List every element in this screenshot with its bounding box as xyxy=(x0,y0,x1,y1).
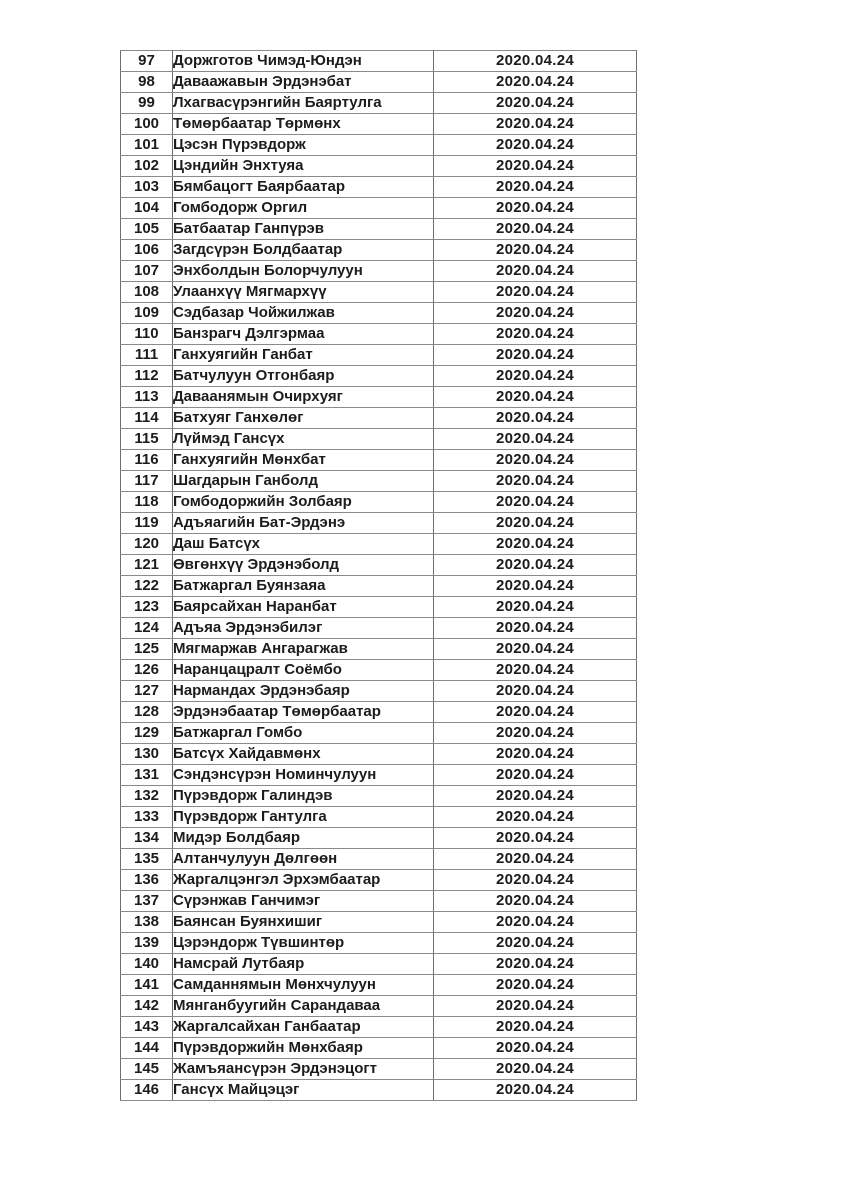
row-number-cell: 138 xyxy=(121,912,173,933)
name-cell: Баянсан Буянхишиг xyxy=(173,912,434,933)
date-cell: 2020.04.24 xyxy=(434,849,637,870)
date-cell: 2020.04.24 xyxy=(434,471,637,492)
table-row xyxy=(121,177,637,198)
date-cell: 2020.04.24 xyxy=(434,1038,637,1059)
row-number-cell: 131 xyxy=(121,765,173,786)
date-cell: 2020.04.24 xyxy=(434,492,637,513)
date-cell: 2020.04.24 xyxy=(434,744,637,765)
row-number-cell: 112 xyxy=(121,366,173,387)
name-cell: Лүймэд Гансүх xyxy=(173,429,434,450)
table-row xyxy=(121,618,637,639)
date-cell: 2020.04.24 xyxy=(434,555,637,576)
name-cell: Лхагвасүрэнгийн Баяртулга xyxy=(173,93,434,114)
row-number-cell: 100 xyxy=(121,114,173,135)
table-row xyxy=(121,744,637,765)
table-row xyxy=(121,72,637,93)
table-row xyxy=(121,1017,637,1038)
row-number-cell: 116 xyxy=(121,450,173,471)
row-number-cell: 107 xyxy=(121,261,173,282)
date-cell: 2020.04.24 xyxy=(434,807,637,828)
date-cell: 2020.04.24 xyxy=(434,639,637,660)
table-row xyxy=(121,513,637,534)
name-cell: Жаргалцэнгэл Эрхэмбаатар xyxy=(173,870,434,891)
date-cell: 2020.04.24 xyxy=(434,450,637,471)
name-cell: Эрдэнэбаатар Төмөрбаатар xyxy=(173,702,434,723)
row-number-cell: 123 xyxy=(121,597,173,618)
date-cell: 2020.04.24 xyxy=(434,324,637,345)
name-cell: Батбаатар Ганпүрэв xyxy=(173,219,434,240)
row-number-cell: 101 xyxy=(121,135,173,156)
table-row xyxy=(121,261,637,282)
name-cell: Банзрагч Дэлгэрмаа xyxy=(173,324,434,345)
date-cell: 2020.04.24 xyxy=(434,261,637,282)
date-cell: 2020.04.24 xyxy=(434,1059,637,1080)
row-number-cell: 134 xyxy=(121,828,173,849)
row-number-cell: 126 xyxy=(121,660,173,681)
name-cell: Намсрай Лутбаяр xyxy=(173,954,434,975)
date-cell: 2020.04.24 xyxy=(434,1017,637,1038)
name-cell: Ганхуягийн Ганбат xyxy=(173,345,434,366)
table-row xyxy=(121,576,637,597)
row-number-cell: 132 xyxy=(121,786,173,807)
name-cell: Цэсэн Пүрэвдорж xyxy=(173,135,434,156)
table-row xyxy=(121,681,637,702)
name-cell: Пүрэвдорж Гантулга xyxy=(173,807,434,828)
date-cell: 2020.04.24 xyxy=(434,1080,637,1101)
table-row xyxy=(121,702,637,723)
table-row xyxy=(121,786,637,807)
name-cell: Мягмаржав Ангарагжав xyxy=(173,639,434,660)
table-row xyxy=(121,135,637,156)
name-cell: Энхболдын Болорчулуун xyxy=(173,261,434,282)
table-row xyxy=(121,93,637,114)
date-cell: 2020.04.24 xyxy=(434,72,637,93)
table-row xyxy=(121,1038,637,1059)
name-cell: Өвгөнхүү Эрдэнэболд xyxy=(173,555,434,576)
date-cell: 2020.04.24 xyxy=(434,366,637,387)
row-number-cell: 128 xyxy=(121,702,173,723)
name-cell: Улаанхүү Мягмархүү xyxy=(173,282,434,303)
date-cell: 2020.04.24 xyxy=(434,723,637,744)
table-row xyxy=(121,849,637,870)
table-row xyxy=(121,891,637,912)
name-cell: Нармандах Эрдэнэбаяр xyxy=(173,681,434,702)
table-row xyxy=(121,723,637,744)
table-row xyxy=(121,450,637,471)
date-cell: 2020.04.24 xyxy=(434,534,637,555)
date-cell: 2020.04.24 xyxy=(434,135,637,156)
row-number-cell: 120 xyxy=(121,534,173,555)
table-row xyxy=(121,660,637,681)
name-cell: Пүрэвдорж Галиндэв xyxy=(173,786,434,807)
table-row xyxy=(121,366,637,387)
row-number-cell: 121 xyxy=(121,555,173,576)
row-number-cell: 118 xyxy=(121,492,173,513)
date-cell: 2020.04.24 xyxy=(434,870,637,891)
name-cell: Цэндийн Энхтуяа xyxy=(173,156,434,177)
row-number-cell: 103 xyxy=(121,177,173,198)
date-cell: 2020.04.24 xyxy=(434,408,637,429)
name-cell: Сүрэнжав Ганчимэг xyxy=(173,891,434,912)
date-cell: 2020.04.24 xyxy=(434,786,637,807)
name-cell: Батжаргал Гомбо xyxy=(173,723,434,744)
table-row xyxy=(121,387,637,408)
name-cell: Батчулуун Отгонбаяр xyxy=(173,366,434,387)
table-row xyxy=(121,555,637,576)
date-cell: 2020.04.24 xyxy=(434,156,637,177)
date-cell: 2020.04.24 xyxy=(434,828,637,849)
date-cell: 2020.04.24 xyxy=(434,429,637,450)
row-number-cell: 137 xyxy=(121,891,173,912)
row-number-cell: 114 xyxy=(121,408,173,429)
row-number-cell: 115 xyxy=(121,429,173,450)
row-number-cell: 143 xyxy=(121,1017,173,1038)
date-cell: 2020.04.24 xyxy=(434,765,637,786)
table-row xyxy=(121,408,637,429)
row-number-cell: 119 xyxy=(121,513,173,534)
name-cell: Загдсүрэн Болдбаатар xyxy=(173,240,434,261)
date-cell: 2020.04.24 xyxy=(434,219,637,240)
name-cell: Наранцацралт Соёмбо xyxy=(173,660,434,681)
table-row xyxy=(121,933,637,954)
roster-table xyxy=(120,50,637,1101)
table-row xyxy=(121,219,637,240)
table-row xyxy=(121,492,637,513)
date-cell: 2020.04.24 xyxy=(434,282,637,303)
name-cell: Адъяагийн Бат-Эрдэнэ xyxy=(173,513,434,534)
date-cell: 2020.04.24 xyxy=(434,303,637,324)
date-cell: 2020.04.24 xyxy=(434,240,637,261)
row-number-cell: 106 xyxy=(121,240,173,261)
date-cell: 2020.04.24 xyxy=(434,177,637,198)
date-cell: 2020.04.24 xyxy=(434,387,637,408)
row-number-cell: 102 xyxy=(121,156,173,177)
name-cell: Сэндэнсүрэн Номинчулуун xyxy=(173,765,434,786)
name-cell: Гомбодоржийн Золбаяр xyxy=(173,492,434,513)
date-cell: 2020.04.24 xyxy=(434,513,637,534)
name-cell: Жамъяансүрэн Эрдэнэцогт xyxy=(173,1059,434,1080)
roster-table-body xyxy=(121,51,637,1101)
row-number-cell: 141 xyxy=(121,975,173,996)
table-row xyxy=(121,345,637,366)
table-row xyxy=(121,597,637,618)
name-cell: Даваанямын Очирхуяг xyxy=(173,387,434,408)
date-cell: 2020.04.24 xyxy=(434,912,637,933)
table-row xyxy=(121,282,637,303)
row-number-cell: 105 xyxy=(121,219,173,240)
date-cell: 2020.04.24 xyxy=(434,933,637,954)
name-cell: Бямбацогт Баярбаатар xyxy=(173,177,434,198)
row-number-cell: 139 xyxy=(121,933,173,954)
date-cell: 2020.04.24 xyxy=(434,891,637,912)
table-row xyxy=(121,51,637,72)
date-cell: 2020.04.24 xyxy=(434,660,637,681)
row-number-cell: 127 xyxy=(121,681,173,702)
row-number-cell: 133 xyxy=(121,807,173,828)
table-row xyxy=(121,996,637,1017)
table-row xyxy=(121,114,637,135)
row-number-cell: 125 xyxy=(121,639,173,660)
table-row xyxy=(121,324,637,345)
name-cell: Адъяа Эрдэнэбилэг xyxy=(173,618,434,639)
table-row xyxy=(121,240,637,261)
table-row xyxy=(121,429,637,450)
name-cell: Цэрэндорж Түвшинтөр xyxy=(173,933,434,954)
row-number-cell: 113 xyxy=(121,387,173,408)
row-number-cell: 124 xyxy=(121,618,173,639)
table-row xyxy=(121,975,637,996)
date-cell: 2020.04.24 xyxy=(434,681,637,702)
row-number-cell: 140 xyxy=(121,954,173,975)
row-number-cell: 104 xyxy=(121,198,173,219)
date-cell: 2020.04.24 xyxy=(434,618,637,639)
row-number-cell: 108 xyxy=(121,282,173,303)
table-row xyxy=(121,156,637,177)
name-cell: Ганхуягийн Мөнхбат xyxy=(173,450,434,471)
row-number-cell: 97 xyxy=(121,51,173,72)
name-cell: Батжаргал Буянзаяа xyxy=(173,576,434,597)
row-number-cell: 142 xyxy=(121,996,173,1017)
table-row xyxy=(121,303,637,324)
row-number-cell: 117 xyxy=(121,471,173,492)
name-cell: Гомбодорж Оргил xyxy=(173,198,434,219)
name-cell: Төмөрбаатар Төрмөнх xyxy=(173,114,434,135)
row-number-cell: 145 xyxy=(121,1059,173,1080)
row-number-cell: 129 xyxy=(121,723,173,744)
name-cell: Батсүх Хайдавмөнх xyxy=(173,744,434,765)
table-row xyxy=(121,471,637,492)
date-cell: 2020.04.24 xyxy=(434,597,637,618)
date-cell: 2020.04.24 xyxy=(434,954,637,975)
table-row xyxy=(121,639,637,660)
row-number-cell: 111 xyxy=(121,345,173,366)
row-number-cell: 135 xyxy=(121,849,173,870)
table-row xyxy=(121,1059,637,1080)
row-number-cell: 98 xyxy=(121,72,173,93)
row-number-cell: 146 xyxy=(121,1080,173,1101)
name-cell: Шагдарын Ганболд xyxy=(173,471,434,492)
table-row xyxy=(121,828,637,849)
row-number-cell: 130 xyxy=(121,744,173,765)
table-row xyxy=(121,912,637,933)
name-cell: Даш Батсүх xyxy=(173,534,434,555)
table-row xyxy=(121,807,637,828)
date-cell: 2020.04.24 xyxy=(434,93,637,114)
row-number-cell: 109 xyxy=(121,303,173,324)
row-number-cell: 99 xyxy=(121,93,173,114)
table-row xyxy=(121,765,637,786)
name-cell: Алтанчулуун Дөлгөөн xyxy=(173,849,434,870)
row-number-cell: 122 xyxy=(121,576,173,597)
name-cell: Батхуяг Ганхөлөг xyxy=(173,408,434,429)
table-row xyxy=(121,870,637,891)
name-cell: Баярсайхан Наранбат xyxy=(173,597,434,618)
name-cell: Мянганбуугийн Сарандаваа xyxy=(173,996,434,1017)
name-cell: Мидэр Болдбаяр xyxy=(173,828,434,849)
table-row xyxy=(121,954,637,975)
date-cell: 2020.04.24 xyxy=(434,702,637,723)
date-cell: 2020.04.24 xyxy=(434,975,637,996)
name-cell: Пүрэвдоржийн Мөнхбаяр xyxy=(173,1038,434,1059)
row-number-cell: 110 xyxy=(121,324,173,345)
name-cell: Доржготов Чимэд-Юндэн xyxy=(173,51,434,72)
date-cell: 2020.04.24 xyxy=(434,345,637,366)
date-cell: 2020.04.24 xyxy=(434,576,637,597)
date-cell: 2020.04.24 xyxy=(434,51,637,72)
name-cell: Жаргалсайхан Ганбаатар xyxy=(173,1017,434,1038)
date-cell: 2020.04.24 xyxy=(434,996,637,1017)
date-cell: 2020.04.24 xyxy=(434,114,637,135)
table-row xyxy=(121,534,637,555)
row-number-cell: 136 xyxy=(121,870,173,891)
table-row xyxy=(121,198,637,219)
name-cell: Сэдбазар Чойжилжав xyxy=(173,303,434,324)
name-cell: Гансүх Майцэцэг xyxy=(173,1080,434,1101)
row-number-cell: 144 xyxy=(121,1038,173,1059)
name-cell: Самданнямын Мөнхчулуун xyxy=(173,975,434,996)
date-cell: 2020.04.24 xyxy=(434,198,637,219)
table-row xyxy=(121,1080,637,1101)
name-cell: Даваажавын Эрдэнэбат xyxy=(173,72,434,93)
